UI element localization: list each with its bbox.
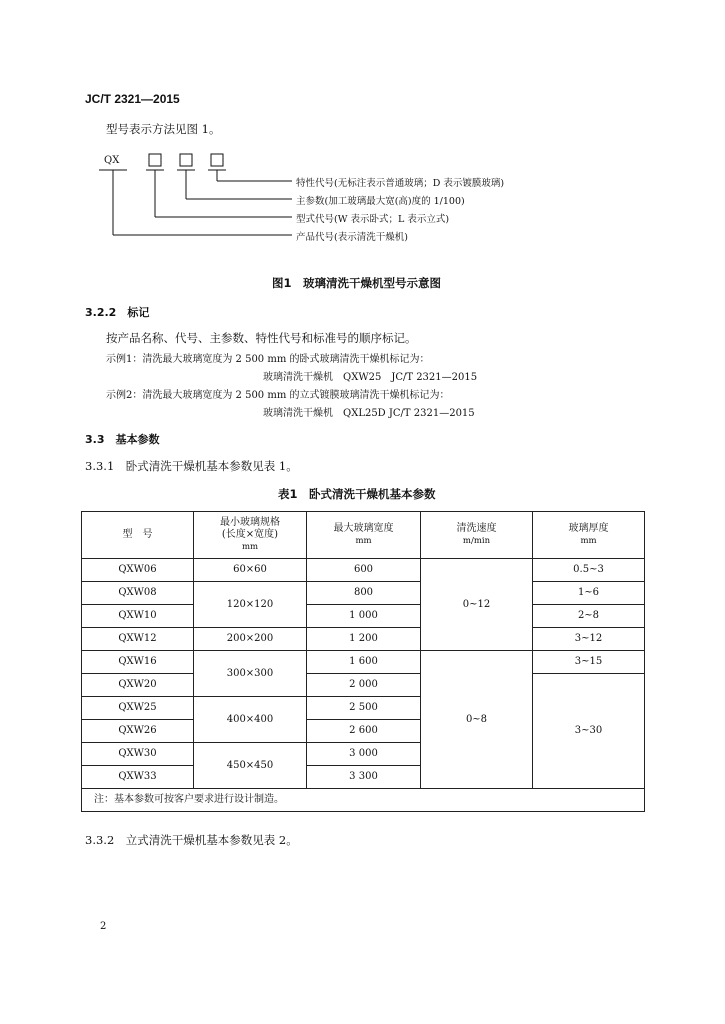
- section-33-heading: 3.3 基本参数: [85, 433, 160, 446]
- diagram-box-type: [149, 154, 161, 166]
- table-row: [82, 559, 645, 582]
- table-row: [82, 628, 645, 651]
- cell-speed: 0~12: [421, 559, 533, 651]
- cell-max-width: 2 500: [307, 697, 421, 720]
- cell-model: QXW12: [82, 628, 194, 651]
- cell-max-width: 2 600: [307, 720, 421, 743]
- cell-model: QXW10: [82, 605, 194, 628]
- header-min-size: 最小玻璃规格 (长度×宽度) mm: [194, 512, 307, 559]
- table-row: [82, 651, 645, 674]
- cell-thickness: 1~6: [533, 582, 645, 605]
- example2-mark: 玻璃清洗干燥机 QXL25D JC/T 2321—2015: [263, 408, 475, 419]
- table-note: 注：基本参数可按客户要求进行设计制造。: [82, 789, 645, 812]
- diagram-prefix: QX: [104, 155, 120, 166]
- header-max-width: 最大玻璃宽度 mm: [307, 512, 421, 559]
- diagram-box-param: [180, 154, 192, 166]
- intro-text: 型号表示方法见图 1。: [106, 122, 221, 136]
- cell-max-width: 3 000: [307, 743, 421, 766]
- diagram-label-type: 型式代号(W 表示卧式；L 表示立式): [296, 214, 450, 225]
- diagram-box-feature: [211, 154, 223, 166]
- cell-model: QXW08: [82, 582, 194, 605]
- cell-min-size: 400×400: [194, 697, 307, 743]
- header-thickness: 玻璃厚度 mm: [533, 512, 645, 559]
- cell-min-size: 60×60: [194, 559, 307, 582]
- cell-model: QXW25: [82, 697, 194, 720]
- section-331-text: 3.3.1 卧式清洗干燥机基本参数见表 1。: [85, 459, 298, 473]
- cell-max-width: 2 000: [307, 674, 421, 697]
- standard-code-header: JC/T 2321—2015: [85, 92, 180, 106]
- header-model: 型 号: [82, 512, 194, 559]
- table1-caption: 表1 卧式清洗干燥机基本参数: [278, 487, 436, 501]
- cell-min-size: 200×200: [194, 628, 307, 651]
- cell-max-width: 600: [307, 559, 421, 582]
- table-note-row: [82, 789, 645, 812]
- example1-text: 示例1：清洗最大玻璃宽度为 2 500 mm 的卧式玻璃清洗干燥机标记为：: [106, 354, 430, 365]
- section-332-text: 3.3.2 立式清洗干燥机基本参数见表 2。: [85, 833, 298, 847]
- cell-max-width: 1 600: [307, 651, 421, 674]
- cell-model: QXW33: [82, 766, 194, 789]
- cell-max-width: 800: [307, 582, 421, 605]
- cell-min-size: 450×450: [194, 743, 307, 789]
- cell-thickness: 3~30: [533, 674, 645, 789]
- cell-model: QXW06: [82, 559, 194, 582]
- table-row: [82, 674, 645, 697]
- table-row: [82, 605, 645, 628]
- cell-max-width: 3 300: [307, 766, 421, 789]
- cell-thickness: 3~15: [533, 651, 645, 674]
- page-number: 2: [100, 921, 107, 932]
- cell-thickness: 0.5~3: [533, 559, 645, 582]
- example2-text: 示例2：清洗最大玻璃宽度为 2 500 mm 的立式镀膜玻璃清洗干燥机标记为：: [106, 390, 450, 401]
- cell-thickness: 2~8: [533, 605, 645, 628]
- cell-model: QXW16: [82, 651, 194, 674]
- cell-model: QXW20: [82, 674, 194, 697]
- cell-min-size: 120×120: [194, 582, 307, 628]
- cell-speed: 0~8: [421, 651, 533, 789]
- section-322-heading: 3.2.2 标记: [85, 306, 150, 319]
- diagram-label-product: 产品代号(表示清洗干燥机): [296, 232, 408, 243]
- cell-model: QXW26: [82, 720, 194, 743]
- table-row: [82, 582, 645, 605]
- table-header-row: [82, 512, 645, 559]
- cell-min-size: 300×300: [194, 651, 307, 697]
- header-speed: 清洗速度 m/min: [421, 512, 533, 559]
- example1-mark: 玻璃清洗干燥机 QXW25 JC/T 2321—2015: [263, 372, 478, 383]
- diagram-label-feature: 特性代号(无标注表示普通玻璃；D 表示镀膜玻璃): [296, 178, 505, 189]
- cell-model: QXW30: [82, 743, 194, 766]
- cell-thickness: 3~12: [533, 628, 645, 651]
- model-designation-diagram: [0, 0, 725, 300]
- table1-basic-parameters: [81, 511, 645, 812]
- section-322-body: 按产品名称、代号、主参数、特性代号和标准号的顺序标记。: [106, 331, 417, 345]
- cell-max-width: 1 000: [307, 605, 421, 628]
- cell-max-width: 1 200: [307, 628, 421, 651]
- diagram-label-param: 主参数(加工玻璃最大宽(高)度的 1/100): [296, 196, 465, 207]
- figure-caption: 图1 玻璃清洗干燥机型号示意图: [272, 276, 441, 290]
